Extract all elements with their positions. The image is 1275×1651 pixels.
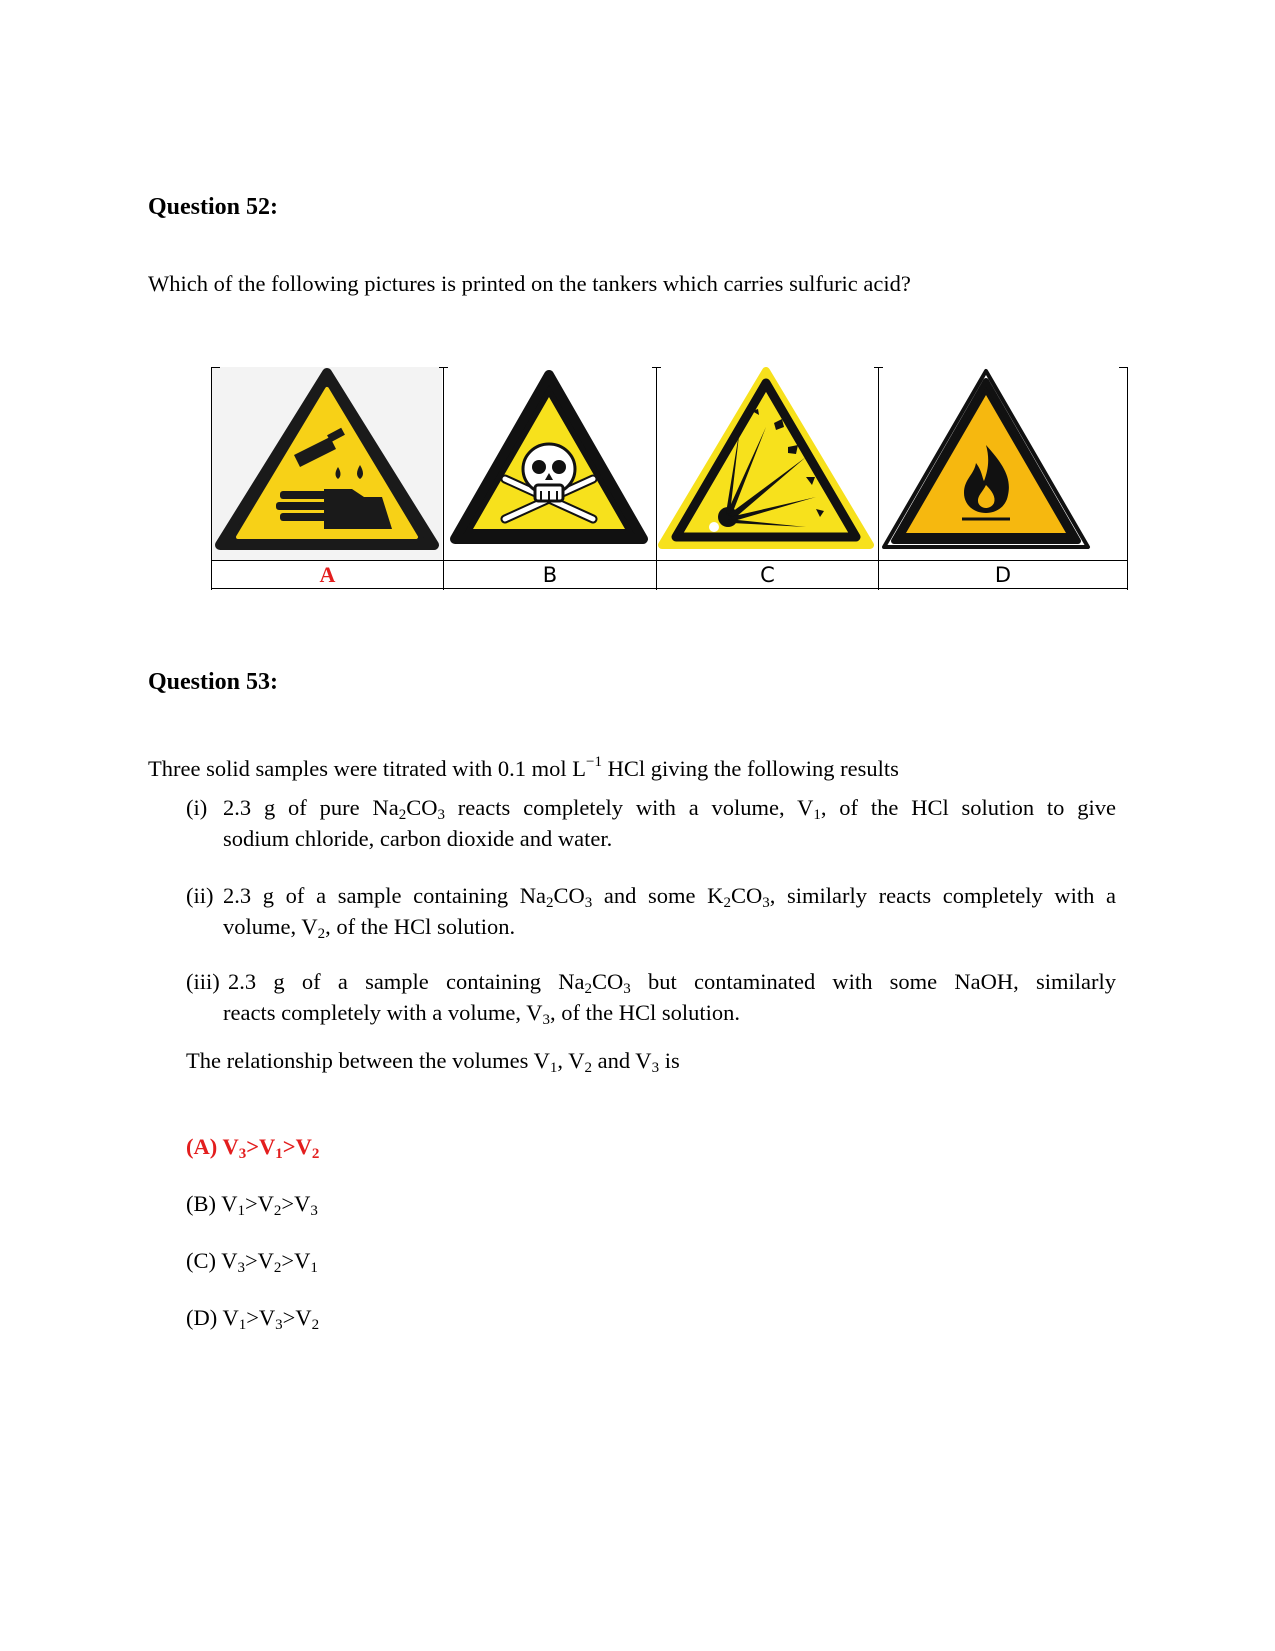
table-border-line <box>656 367 657 590</box>
table-corner-tick <box>652 367 661 368</box>
option-b-image-cell <box>443 367 655 560</box>
option-a-label: A <box>319 561 336 587</box>
option-c-label-cell[interactable] <box>656 560 879 589</box>
intro-text-end: HCl giving the following results <box>601 756 899 781</box>
toxic-skull-icon <box>443 367 655 560</box>
item-i-number: (i) <box>186 795 208 820</box>
table-border-line <box>1127 367 1128 590</box>
table-border-line <box>211 367 212 590</box>
table-corner-tick <box>439 367 448 368</box>
relationship-statement: The relationship between the volumes $V_1$, $V_2$ and $V_3$ is <box>186 1048 680 1076</box>
question-52-text: Which of the following pictures is printed on the tankers which carries sulfuric acid? <box>148 271 911 296</box>
option-b-label: B <box>542 562 558 587</box>
question-53-title: Question 53: <box>148 669 279 695</box>
table-corner-tick <box>874 367 883 368</box>
option-d-image-cell <box>878 367 1094 560</box>
option-c-label: C <box>760 562 775 587</box>
item-i-line1: 2.3 g of pure $Na_2CO_3$ reacts completely with a volume, $V_1$, of the HCl solution to give <box>223 795 1116 823</box>
option-d-label-cell[interactable] <box>878 560 1128 589</box>
option-c-image-cell <box>656 367 877 560</box>
hazard-options-table <box>211 367 1128 590</box>
answer-option-b[interactable]: (B) $V_1>V_2>V_3$ <box>186 1191 318 1219</box>
item-iii-line2: reacts completely with a volume, $V_3$, of the HCl solution. <box>223 1000 740 1028</box>
option-a-image-cell <box>212 367 442 560</box>
explosive-icon <box>656 367 877 560</box>
item-iii-line1: 2.3 g of a sample containing $Na_2CO_3$ but contaminated with some NaOH, similarly <box>228 969 1117 997</box>
intro-text: Three solid samples were titrated with 0.1 mol L <box>148 756 587 781</box>
option-a-label-cell[interactable] <box>211 560 444 589</box>
item-i-line2: sodium chloride, carbon dioxide and water. <box>223 826 613 851</box>
table-corner-tick <box>211 367 220 368</box>
table-corner-tick <box>1119 367 1128 368</box>
item-ii-line1: 2.3 g of a sample containing $Na_2CO_3$ and some $K_2CO_3$, similarly reacts completely with a <box>223 883 1116 911</box>
intro-superscript: −1 <box>586 754 602 770</box>
item-ii-line2: volume, $V_2$, of the HCl solution. <box>223 914 516 942</box>
corrosive-icon <box>212 367 442 560</box>
flammable-icon <box>878 367 1094 560</box>
option-d-label: D <box>994 562 1012 587</box>
table-border-line <box>878 367 879 590</box>
question-52-title: Question 52: <box>148 194 279 220</box>
table-border-line <box>443 367 444 590</box>
answer-option-c[interactable]: (C) $V_3>V_2>V_1$ <box>186 1248 318 1276</box>
answer-option-d[interactable]: (D) $V_1>V_3>V_2$ <box>186 1305 320 1333</box>
option-b-label-cell[interactable] <box>443 560 657 589</box>
item-iii-number: (iii) <box>186 969 220 994</box>
item-ii-number: (ii) <box>186 883 214 908</box>
question-53-intro <box>148 753 899 784</box>
answer-option-a[interactable]: (A) $V_3>V_1>V_2$ <box>186 1134 320 1162</box>
